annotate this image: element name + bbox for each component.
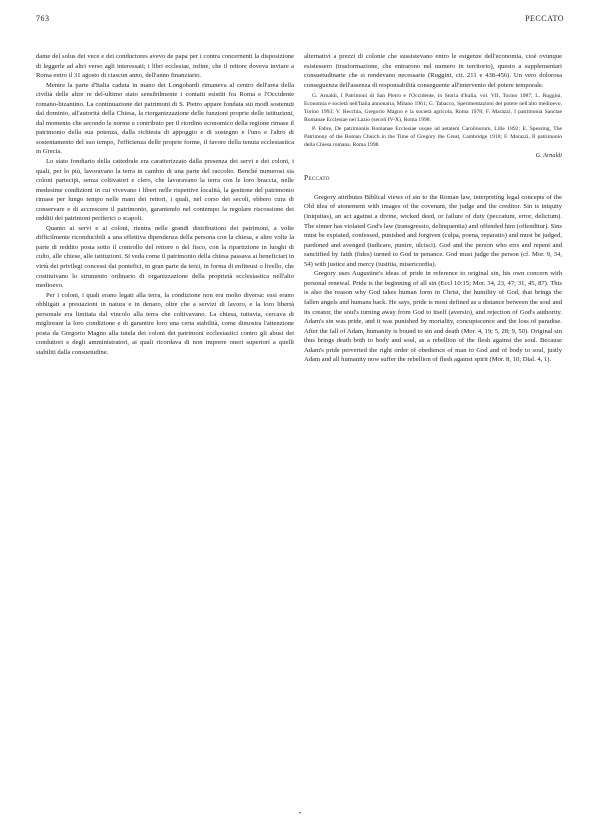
page-header [36,14,564,28]
page-number: 763 [36,14,50,23]
bibliography-entry: G. Arnaldi, I Patrimoni di San Pietro e l'Occidente, in Storia d'Italia, vol. VII, Torino 1987; L. Ruggini, Economia e società nell'Italia annonaria, Milano 1961; G. Tabacco, Sperimentazioni del potere nell'alto medioevo, Torino 1993; V. Recchia, Gregorio Magno e la società agricola, Roma 1978; F. Marazzi, I patrimonia Sanctae Romanae Ecclesiae nel Lazio (secoli IV-X), Roma 1998. [304,93,562,124]
bibliography [304,92,562,149]
body-paragraph: Gregory uses Augustine's ideas of pride in reference to original sin, his own concern with personal renewal. Pride is the beginning of all sin (Eccl 10:15; Mor. 34, 23, 47; 31, 45, 87). This is also the reason why God takes human form in Christ, the humility of God, that brings the fallen angels and humans back. He says, pride is most defined as a distance between the soul and its creator, the soul's turning away from God to itself (aversio), and rejection of God's authority. Adam's sin was pride, and it was punished by mortality, concupiscence and the loss of paradise. After the fall of Adam, humanity is bound to sin and death (Mor. 4, 19; 5, 28; 9, 50). Original sin thus brings death both to body and soul, as a rebellion of the flesh against the soul. Because Adam's pride perverted the right order of obedience of man to God and of body to soul, justly Adam and all humanity now suffer the rebellion of flesh against spirit (Mor. 8, 10; Dial. 4, 1). [304,270,562,364]
body-paragraph: Lo stato fondiario della cattedrale era caratterizzato dalla presenza dei servi e dei coloni, i quali, per lo più, lavoravano la terra in cambio di una parte del raccolto. Benché numerosi sia coloni partecipi, senza coltivatori e clero, che lavoravano la terra con le loro braccia, nelle medesime condizioni in cui vivevano i liberi nelle rispettive località, la gestione del patrimonio rimase per lungo tempo nelle mani dei rettori, i quali, nel corso dei secoli, ebbero cura di conservare e di accrescere il patrimonio, garantendo nel contempo la regolare riscossione dei redditi dei patrimoni periferici o scapoli. [36,158,294,223]
body-paragraph: Gregory attributes Biblical views of sin to the Roman law, interpreting legal concepts of the Old idea of atonement with images of the covenant, the judge and the creditor. Sin is iniquity (iniquitas), an act against a divine, wicked deed, or failure of duty (peccatum, error, delictum). The sinner has violated God's law (transgressio, delinquentia) and offended him (offenditur). Sins must be expiated, confessed, punished and forgiven (culpa, poena, reparatio) and must be judged, pardoned and avenged (iudicare, punire, ulcisci). God and the person who errs and repent and sanctified by faith (fides) turned to God in penance. God must judge the person (cf. Mor. 9, 34, 54) with justice and mercy (iustitia, misericordia). [304,193,562,268]
author-signature: G. Arnaldi [535,151,562,159]
body-paragraph: alternativi a prezzi di colonie che sussistevano entro le esigenze dell'economia, cioè ovunque esistessero (trasformazione, che entrarono nel numero in territorio), questo a supplementari consuetudinarie che si rendevano necessarie (Ruggini, cit. 211 e 438-456). Un vero dolorosa conseguenza dell'assenza di responsabilità conseguente all'intervento del potere temporale. [304,53,562,89]
left-column [36,52,294,358]
body-paragraph: Quanto ai servi e ai coloni, rientra nelle grandi distribuzioni dei patrimoni, a volte difficilmente riconducibili a una effettiva dipendenza della persona con la chiesa, e altre volte la parte di reddito posta sotto il controllo del rettore o del fisco, con la ripartizione in luoghi di culto, alle chiese, alle istituzioni. Si veda come il patrimonio della chiesa passava ai beneficiari in virtù dei privilegi concessi dai pontefici, in gran parte da terzi, in forma di enfiteusi o livello, che costituivano lo strumento ordinario di organizzazione della proprietà ecclesiastica nell'alto medioevo. [36,224,294,290]
running-title: PECCATO [525,14,564,23]
body-paragraph: Mentre la parte d'Italia caduta in mano dei Longobardi rimaneva al centro dell'area della civiltà delle altre re del-ultimo stato sensibilmente i contatti esistiti fra Roma e l'Occidente romano-bizantino. La continuazione dei patrimoni di S. Pietro appare fondata sui modi sostenuti dal dominio, all'autorità della Chiesa, la riorganizzazione delle funzioni proprie delle istituzioni, dal momento che secondo le norme e contributo per il riordino economico della regione rimase il patrimonio della sua potenza, dalla richiesta di appoggio e di sostegno e l'uno e l'altro di sostentamento del suo tempo, l'efficienza delle proprie forme, il favore della tenuta ecclesiastica in Grecia. [36,81,294,156]
body-paragraph: dame del solus dei vece e dei conductores avevo de papa per i contra concernenti la disposizione di leggerle ad altri verso agli interessati; i libri ecclesiae, infine, che il rettore doveva inviare a Roma entro il 31 agosto di ciascun anno, dell'anno finanziario. [36,53,294,80]
body-paragraph: Per i coloni, i quali erano legati alla terra, la condizione non era molto diversa: essi erano obbligati a prestazioni in natura e in denaro, oltre che a servizi di lavoro, e la loro libertà personale era limitata dal vincolo alla terra che coltivavano. La chiesa, tuttavia, cercava di migliorare la loro condizione e di garantire loro una certa stabilità, come dimostra l'attenzione posta da Gregorio Magno alla tutela dei coloni dei patrimoni ecclesiastici contro gli abusi dei conduttori e degli amministratori, ai quali ricordava di non imporre oneri superiori a quelli stabiliti dalla consuetudine. [36,291,294,356]
right-column [304,52,562,365]
entry-heading: Peccato [304,173,330,183]
folio-mark: • [298,811,302,817]
bibliography-entry: P. Fabre, De patrimoniis Romanae Ecclesiae usque ad aetatem Carolinorum, Lille 1892; E. Spearing, The Patrimony of the Roman Church in the Time of Gregory the Great, Cambridge 1918; F. Marazzi, Il patrimonio della Chiesa romana, Roma 1998. [304,125,562,148]
